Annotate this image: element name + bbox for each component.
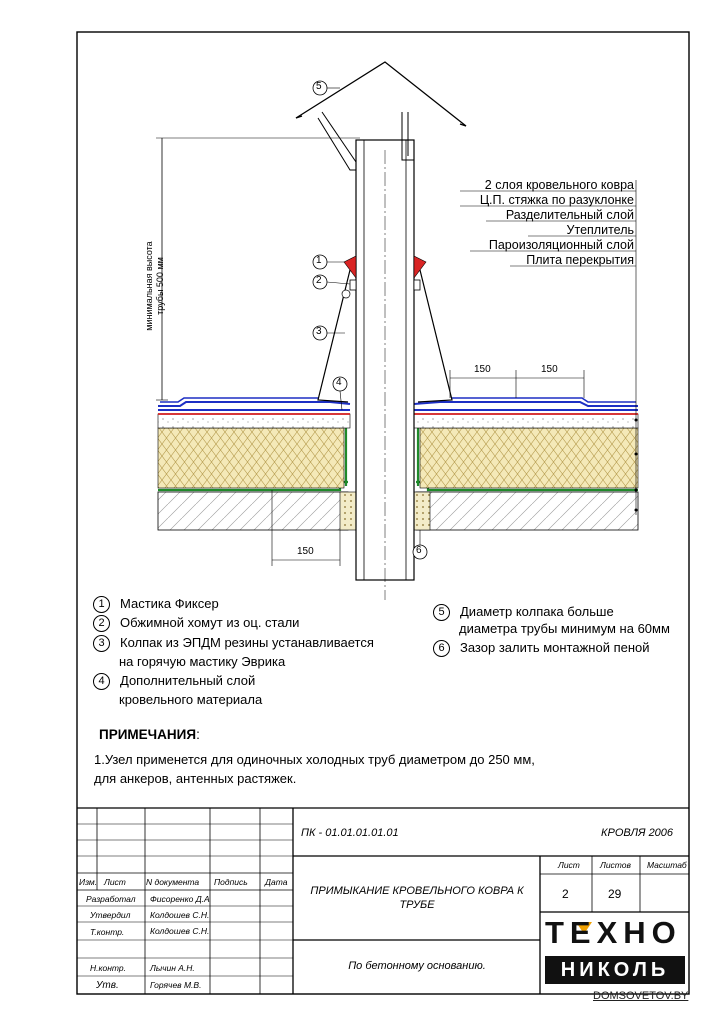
role-name-1: Колдошев С.Н.	[150, 910, 210, 920]
notes-title	[99, 727, 200, 742]
notes-title-text: ПРИМЕЧАНИЯ	[99, 727, 197, 742]
sheet-title	[298, 884, 536, 912]
role-4: Утв.	[96, 980, 119, 991]
legend-num-6: 6	[433, 640, 450, 657]
col-header-2: N документа	[146, 877, 200, 887]
callout-4: 4	[336, 377, 342, 388]
height-label	[144, 231, 166, 341]
logo-tehno: ТЕХНО	[545, 915, 682, 950]
dim-150-right-a: 150	[474, 364, 491, 375]
legend-num-1: 1	[93, 596, 110, 613]
sheet-label: Лист	[558, 860, 580, 870]
foam-right	[414, 492, 430, 530]
membrane-left-2	[158, 402, 350, 406]
legend-item-5	[433, 604, 614, 621]
legend-num-4: 4	[93, 673, 110, 690]
col-header-1: Лист	[104, 877, 126, 887]
clamp-left	[350, 280, 356, 290]
legend-text-4b: кровельного материала	[119, 692, 263, 707]
col-header-3: Подпись	[214, 877, 248, 887]
insulation-left	[158, 428, 344, 488]
height-label-line1: минимальная высота	[144, 241, 154, 331]
legend-item-3	[93, 635, 374, 652]
sheet-title-line1: ПРИМЫКАНИЕ КРОВЕЛЬНОГО КОВРА К	[310, 885, 524, 897]
notes-line-2: для анкеров, антенных растяжек.	[94, 771, 297, 786]
doc-code: ПК - 01.01.01.01.01	[301, 827, 399, 839]
clamp-right	[414, 280, 420, 290]
insulation-right	[420, 428, 638, 488]
legend-item-4	[93, 673, 255, 690]
callout-3: 3	[316, 326, 322, 337]
height-label-line2: трубы 500 мм	[155, 257, 165, 315]
slab-left	[158, 492, 348, 530]
legend-item-1	[93, 596, 219, 613]
layer-label-0: 2 слоя кровельного ковра	[484, 178, 634, 192]
dim-150-left: 150	[297, 546, 314, 557]
cone-right	[418, 270, 452, 402]
watermark-link[interactable]: DOMSOVETOV.BY	[593, 990, 689, 1002]
role-name-0: Фисоренко Д.А	[150, 894, 210, 904]
notes-title-colon: :	[196, 727, 200, 742]
legend-text-3: Колпак из ЭПДМ резины устанавливается	[120, 635, 374, 650]
sheet-number: 2	[562, 887, 569, 901]
role-2: Т.контр.	[90, 927, 125, 937]
callout-5: 5	[316, 81, 322, 92]
legend-text-5b: диаметра трубы минимум на 60мм	[459, 621, 670, 636]
legend-text-2: Обжимной хомут из оц. стали	[120, 615, 300, 630]
legend-num-2: 2	[93, 615, 110, 632]
foam-left	[340, 492, 356, 530]
role-1: Утвердил	[90, 910, 131, 920]
scale-label: Масштаб	[647, 860, 687, 870]
role-name-4: Горячев М.В.	[150, 980, 202, 990]
role-3: Н.контр.	[90, 963, 126, 973]
callout-6: 6	[416, 545, 422, 556]
role-0: Разработал	[86, 894, 136, 904]
legend-item-6	[433, 640, 650, 657]
sheets-label: Листов	[600, 860, 631, 870]
callout-2: 2	[316, 275, 322, 286]
notes-line-1: 1.Узел применется для одиночных холодных труб диаметром до 250 мм,	[94, 752, 535, 767]
role-name-2: Колдошев С.Н.	[150, 926, 210, 936]
legend-text-5: Диаметр колпака больше	[460, 604, 614, 619]
cap-bracket-left	[318, 118, 356, 170]
col-header-4: Дата	[265, 877, 288, 887]
layer-label-3: Утеплитель	[566, 223, 634, 237]
role-name-3: Лычин А.Н.	[150, 963, 195, 973]
layer-label-2: Разделительный слой	[505, 208, 634, 222]
sheets-count: 29	[608, 887, 622, 901]
layer-label-1: Ц.П. стяжка по разуклонке	[479, 193, 634, 207]
layer-label-4: Пароизоляционный слой	[488, 238, 634, 252]
screed-right	[414, 414, 638, 428]
sheet-title-line2: ТРУБЕ	[399, 899, 435, 911]
legend-num-5: 5	[433, 604, 450, 621]
sheet-subtitle: По бетонному основанию.	[348, 960, 486, 972]
col-header-0: Изм.	[79, 877, 98, 887]
legend-text-3b: на горячую мастику Эврика	[119, 654, 286, 669]
callout-1: 1	[316, 255, 322, 266]
layer-label-5: Плита перекрытия	[526, 253, 634, 267]
roof-junction-drawing	[156, 62, 638, 600]
slab-right	[416, 492, 638, 530]
screed-left	[158, 414, 350, 428]
logo-nikol: НИКОЛЬ	[545, 956, 685, 984]
legend-item-2	[93, 615, 299, 632]
dim-150-right-b: 150	[541, 364, 558, 375]
mastic-left	[344, 256, 356, 278]
project-name: КРОВЛЯ 2006	[601, 827, 674, 839]
legend-text-1: Мастика Фиксер	[120, 596, 219, 611]
legend-text-6: Зазор залить монтажной пеной	[460, 640, 650, 655]
legend-text-4: Дополнительный слой	[120, 673, 256, 688]
legend-num-3: 3	[93, 635, 110, 652]
